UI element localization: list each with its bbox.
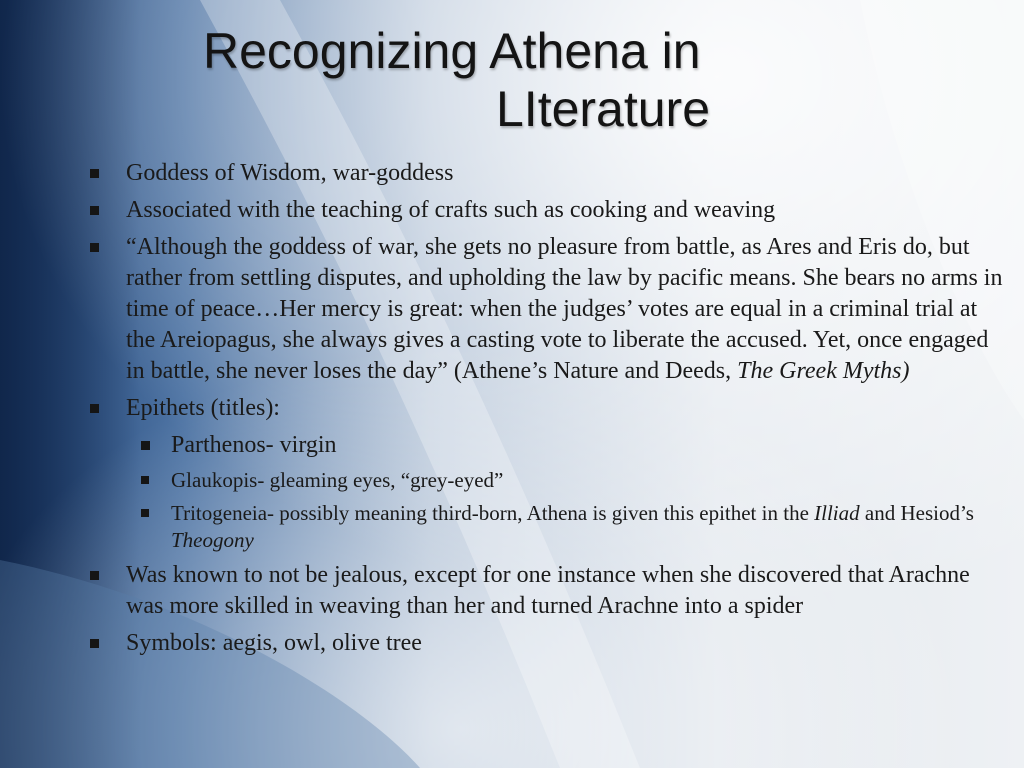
- work-title-iliad: Illiad: [814, 501, 860, 525]
- bullet-text: “Although the goddess of war, she gets no pleasure from battle, as Ares and Eris do, but rather from settling disputes, and upholding the law by pacific means. She bears no arms in time of peace…Her mercy is great: when the judges’ votes are equal in a criminal trial at the Areiopagus, she always gives a casting vote to liberate the accused. Yet, once engaged in battle, she never loses the day” (Athene’s Nature and Deeds,: [126, 234, 1003, 384]
- square-bullet-icon: [141, 441, 150, 450]
- sub-bullet-item: [84, 467, 1004, 494]
- title-line-2: LIterature: [496, 81, 711, 137]
- square-bullet-icon: [90, 169, 99, 178]
- bullet-list: [84, 158, 1004, 665]
- bullet-text: Was known to not be jealous, except for one instance when she discovered that Arachne was more skilled in weaving than her and turned Arachne into a spider: [126, 562, 970, 619]
- sub-bullet-item: [84, 430, 1004, 461]
- square-bullet-icon: [90, 639, 99, 648]
- square-bullet-icon: [90, 243, 99, 252]
- bullet-text: Goddess of Wisdom, war-goddess: [126, 160, 454, 186]
- work-title-theogony: Theogony: [171, 528, 254, 552]
- bullet-item: [84, 393, 1004, 424]
- bullet-item-quote: [84, 232, 1004, 387]
- slide-title: [0, 22, 1024, 138]
- bullet-item: [84, 195, 1004, 226]
- bullet-text: Symbols: aegis, owl, olive tree: [126, 630, 422, 656]
- square-bullet-icon: [90, 206, 99, 215]
- sub-bullet-text: Tritogeneia- possibly meaning third-born, Athena is given this epithet in the: [171, 501, 815, 525]
- bullet-text: Epithets (titles):: [126, 395, 280, 421]
- square-bullet-icon: [141, 509, 149, 517]
- square-bullet-icon: [90, 571, 99, 580]
- sub-bullet-text: Glaukopis- gleaming eyes, “grey-eyed”: [171, 468, 504, 492]
- sub-bullet-item: [84, 500, 1004, 554]
- square-bullet-icon: [90, 404, 99, 413]
- bullet-item: [84, 560, 1004, 622]
- title-line-1: Recognizing Athena in: [203, 23, 701, 79]
- square-bullet-icon: [141, 476, 149, 484]
- bullet-item: [84, 158, 1004, 189]
- bullet-item: [84, 628, 1004, 659]
- sub-bullet-text: Parthenos- virgin: [171, 432, 337, 458]
- citation-title: The Greek Myths): [737, 358, 910, 384]
- bullet-text: Associated with the teaching of crafts such as cooking and weaving: [126, 197, 776, 223]
- sub-bullet-text-mid: and Hesiod’s: [859, 501, 974, 525]
